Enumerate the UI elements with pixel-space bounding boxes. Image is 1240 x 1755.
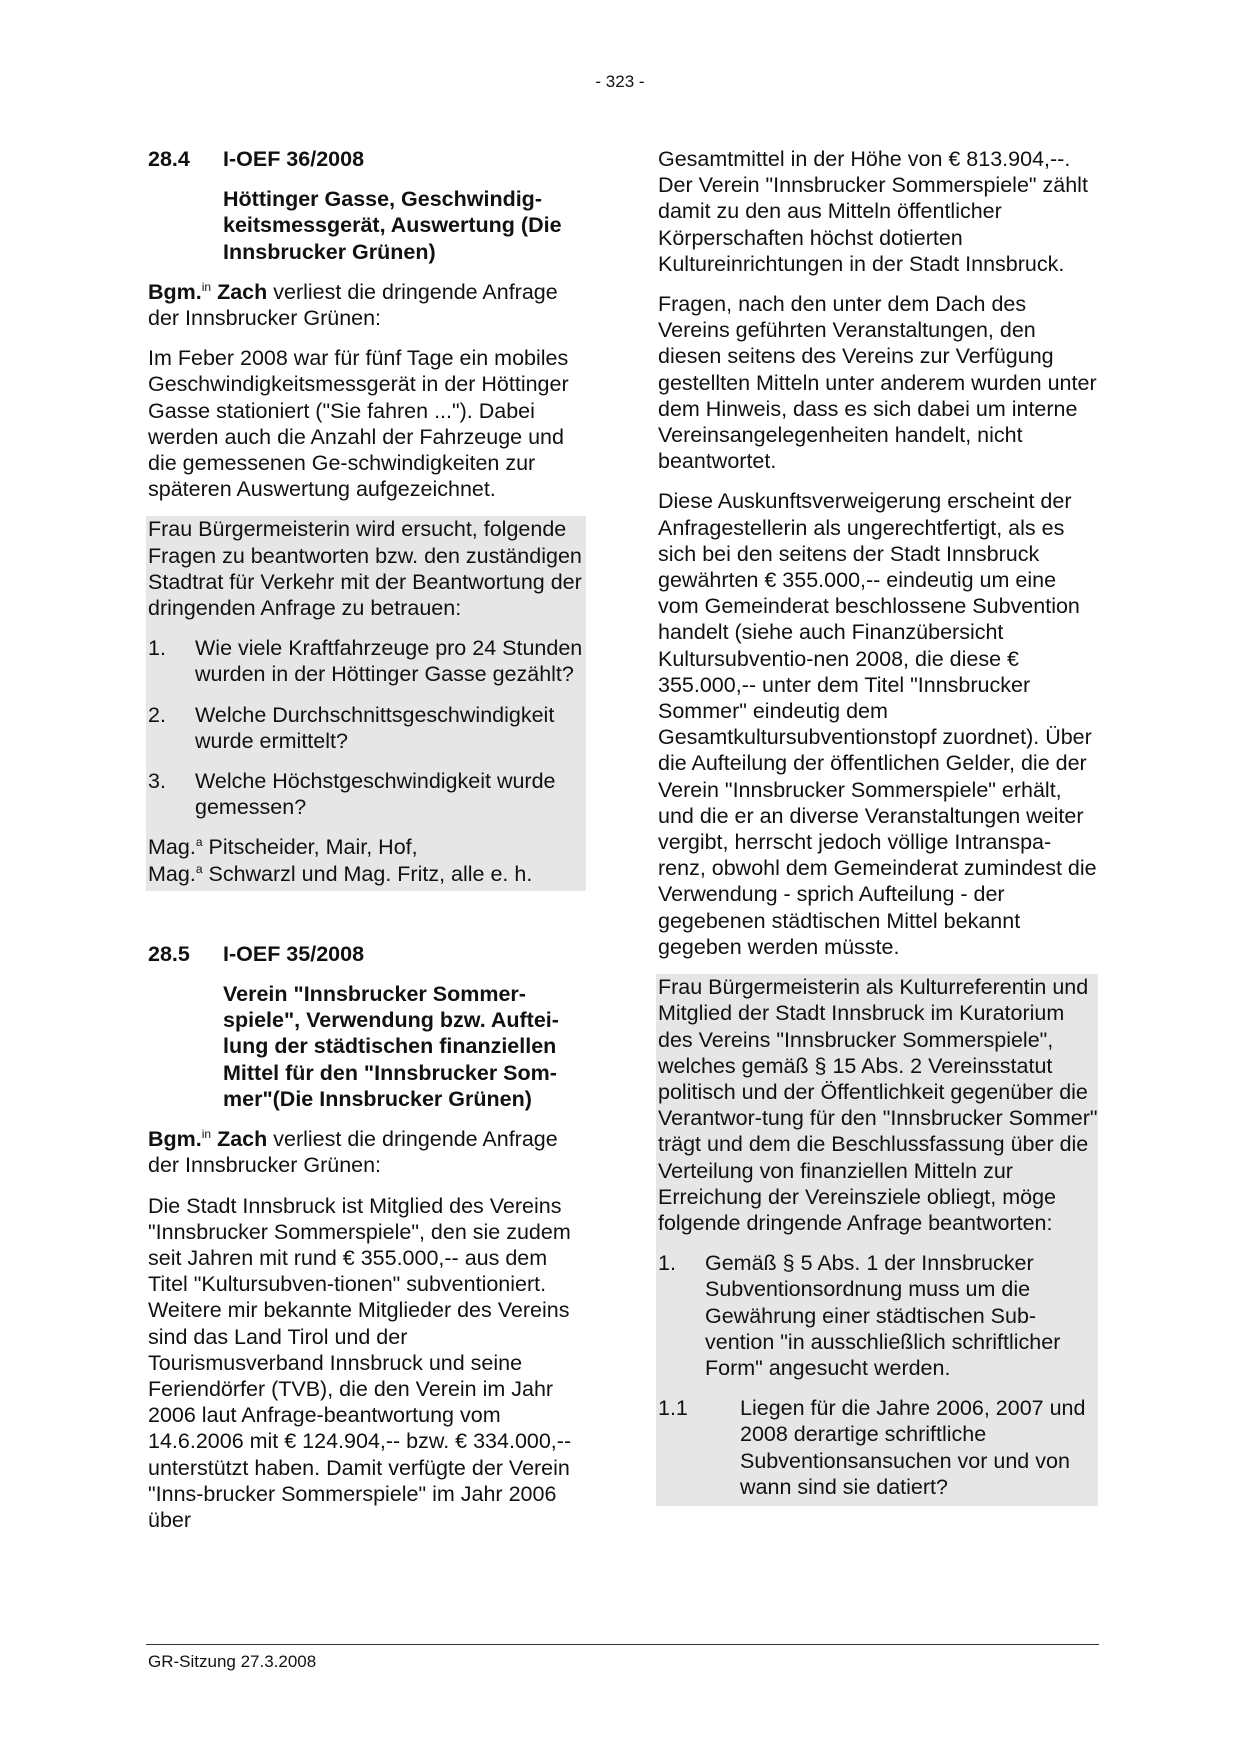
question-item — [148, 635, 586, 687]
signature-title: Mag. — [148, 861, 196, 886]
mayor-title: Bgm. — [148, 1127, 202, 1152]
section-code: I-OEF 36/2008 — [223, 147, 365, 171]
signature-names: Schwarzl und Mag. Fritz, alle e. h. — [208, 861, 533, 886]
body-paragraph: Gesamtmittel in der Höhe von € 813.904,--. Der Verein "Innsbrucker Sommerspiele" zählt damit zu den aus Mitteln öffentlicher Körperschaften höchst dotierten Kultureinrichtungen in der Stadt Innsbruck. — [658, 147, 1088, 276]
mayor-name: Zach — [217, 279, 268, 304]
mayor-title: Bgm. — [148, 279, 202, 304]
section-title: Verein "Innsbrucker Sommer-spiele", Verwendung bzw. Auftei-lung der städtischen finanziellen Mittel für den "Innsbrucker Som-mer"(Die Innsbrucker Grünen) — [223, 982, 559, 1111]
request-box — [656, 974, 1098, 1506]
body-paragraph: Die Stadt Innsbruck ist Mitglied des Vereins "Innsbrucker Sommerspiele", den sie zudem seit Jahren mit rund € 355.000,-- aus dem Titel "Kultursubven-tionen" subventioniert. Weitere mir bekannte Mitglieder des Vereins sind das Land Tirol und der Tourismusverband Innsbruck und seine Feriendörfer (TVB), die den Verein im Jahr 2006 laut Anfrage-beantwortung vom 14.6.2006 mit € 124.904,-- bzw. € 334.000,-- unterstützt haben. Damit verfügte der Verein "Inns-brucker Sommerspiele" im Jahr 2006 über — [148, 1193, 572, 1532]
left-column — [148, 146, 586, 1547]
question-number: 1.1 — [658, 1396, 688, 1421]
right-column — [658, 146, 1098, 1506]
section-number: 28.5 — [148, 941, 190, 966]
request-box — [146, 516, 586, 890]
body-paragraph: Diese Auskunftsverweigerung erscheint der Anfragestellerin als ungerechtfertigt, als es sich bei den seitens der Stadt Innsbruck gewährten € 355.000,-- eindeutig um eine vom Gemeinderat beschlossene Subvention handelt (siehe auch Finanzübersicht Kultursubventio-nen 2008, die diese € 355.000,-- unter dem Titel "Innsbrucker Sommer" eindeutig dem Gesamtkultursubventionstopf zuordnet). Über die Aufteilung der öffentlichen Gelder, die der Verein "Innsbrucker Sommerspiele" erhält, und die er an diverse Veranstaltungen weiter vergibt, herrscht jedoch völlige Intranspa-renz, obwohl dem Gemeinderat zumindest die Verwendung - sprich Aufteilung - der gegebenen städtischen Mittel bekannt gegeben werden müsste. — [658, 489, 1097, 959]
section-28-4-heading — [148, 146, 586, 172]
question-text: Welche Durchschnittsgeschwindigkeit wurde ermittelt? — [195, 702, 555, 753]
footer-divider — [146, 1644, 1099, 1645]
intro-text: verliest die dringende Anfrage der Innsbrucker Grünen: — [148, 1127, 558, 1178]
question-text: Welche Höchstgeschwindigkeit wurde gemessen? — [195, 769, 556, 820]
signature-names: Pitscheider, Mair, Hof, — [208, 835, 418, 860]
section-code: I-OEF 35/2008 — [223, 941, 365, 966]
section-number: 28.4 — [148, 147, 190, 171]
section-28-5-heading — [148, 941, 586, 967]
question-text: Wie viele Kraftfahrzeuge pro 24 Stunden wurden in der Höttinger Gasse gezählt? — [195, 636, 583, 687]
signature-line — [148, 834, 586, 860]
superscript: a — [195, 835, 203, 850]
signature-title: Mag. — [148, 835, 196, 860]
question-number: 1. — [148, 636, 166, 661]
body-paragraph: Im Feber 2008 war für fünf Tage ein mobiles Geschwindigkeitsmessgerät in der Höttinger Gasse stationiert ("Sie fahren ..."). Dabei werden auch die Anzahl der Fahrzeuge und die gemessenen Ge-schwindigkeiten zur späteren Auswertung aufgezeichnet. — [148, 346, 569, 502]
question-text: Liegen für die Jahre 2006, 2007 und 2008 derartige schriftliche Subventionsansuchen vor und von wann sind sie datiert? — [740, 1396, 1086, 1499]
section-title: Höttinger Gasse, Geschwindig-keitsmessgerät, Auswertung (Die Innsbrucker Grünen) — [223, 187, 562, 264]
question-item — [658, 1250, 1098, 1381]
superscript: in — [201, 1126, 212, 1141]
intro-line — [148, 279, 586, 331]
question-text: Gemäß § 5 Abs. 1 der Innsbrucker Subventionsordnung muss um die Gewährung einer städtischen Sub-vention "in ausschließlich schriftlicher Form" angesucht werden. — [705, 1251, 1061, 1380]
page-number: - 323 - — [595, 72, 645, 91]
question-item — [658, 1395, 1098, 1500]
section-spacer — [148, 891, 586, 941]
superscript: a — [195, 861, 203, 876]
question-number: 3. — [148, 769, 166, 794]
body-paragraph: Fragen, nach den unter dem Dach des Vereins geführten Veranstaltungen, den diesen seitens des Vereins zur Verfügung gestellten Mitteln unter anderem wurden unter dem Hinweis, dass es sich dabei um interne Vereinsangelegenheiten handelt, nicht beantwortet. — [658, 292, 1097, 474]
question-item — [148, 768, 586, 820]
question-number: 1. — [658, 1251, 676, 1276]
footer-text: GR-Sitzung 27.3.2008 — [148, 1652, 317, 1671]
signature-line — [148, 861, 586, 887]
intro-line — [148, 1126, 586, 1178]
mayor-name: Zach — [217, 1127, 268, 1152]
request-text: Frau Bürgermeisterin als Kulturreferentin und Mitglied der Stadt Innsbruck im Kuratorium des Vereins "Innsbrucker Sommerspiele", welches gemäß § 15 Abs. 2 Vereinsstatut politisch und der Öffentlichkeit gegenüber die Verantwor-tung für den "Innsbrucker Sommer" trägt und dem die Beschlussfassung über die Verteilung von finanziellen Mitteln zur Erreichung der Vereinsziele obliegt, möge folgende dringende Anfrage beantworten: — [658, 975, 1098, 1235]
superscript: in — [201, 279, 212, 294]
request-text: Frau Bürgermeisterin wird ersucht, folgende Fragen zu beantworten bzw. den zuständigen Stadtrat für Verkehr mit der Beantwortung der dringenden Anfrage zu betrauen: — [148, 517, 582, 621]
question-item — [148, 702, 586, 754]
question-number: 2. — [148, 702, 166, 727]
intro-text: verliest die dringende Anfrage der Innsbrucker Grünen: — [148, 279, 558, 331]
